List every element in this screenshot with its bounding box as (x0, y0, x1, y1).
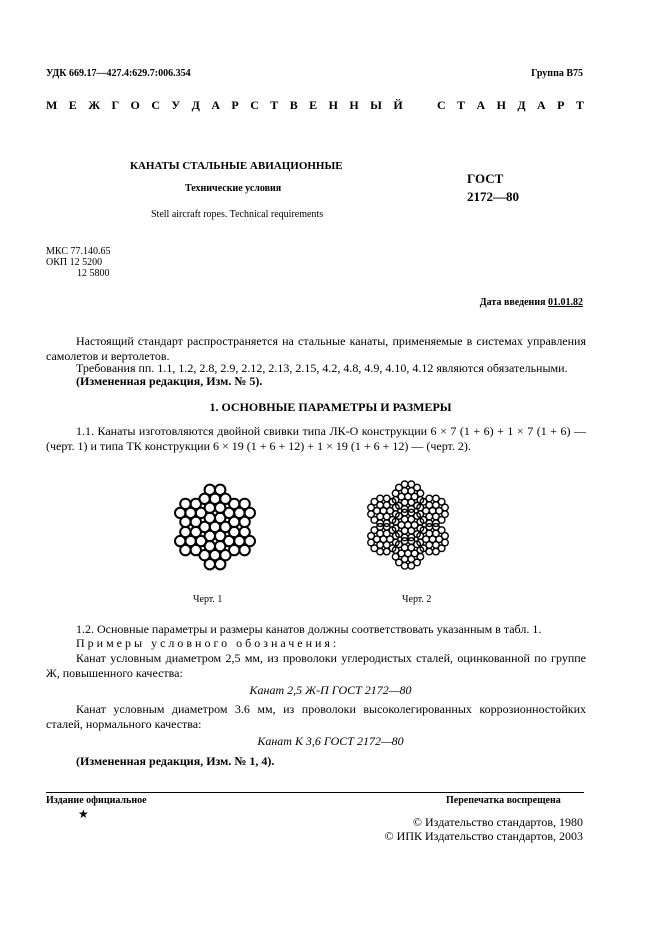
wire-circle (239, 545, 249, 555)
wire-circle (426, 495, 433, 502)
star-mark: ★ (78, 807, 89, 821)
interstate-standard-banner (46, 98, 584, 113)
paragraph-1-1: 1.1. Канаты изготовляются двойной свивки типа ЛК-О конструкции 6 × 7 (1 + 6) + 1 × 7 (1 + 6) — (черт. 1) и типа ТК конструкции 6 × 19 (1 + 6 + 12) + 1 × 19 (1 + 6 + 12) — (черт. 2). (46, 424, 586, 453)
wire-circle (417, 490, 424, 497)
wire-circle (377, 495, 384, 502)
banner-letter: Н (328, 98, 338, 112)
intro-date (480, 297, 583, 308)
banner-letter: О (130, 98, 140, 112)
example-1-designation: Канат 2,5 Ж-П ГОСТ 2172—80 (249, 683, 412, 697)
example-1-text: Канат условным диаметром 2,5 мм, из проволоки углеродистых сталей, оцинкованной по группе Ж, повышенного качества: (46, 651, 586, 680)
banner-letter: Т (575, 98, 584, 112)
intro-paragraph-2: Требования пп. 1.1, 1.2, 2.8, 2.9, 2.12, 2.13, 2.15, 4.2, 4.8, 4.9, 4.10, 4.12 являются обязательными. (76, 361, 568, 375)
wire-circle (401, 481, 408, 488)
intro-paragraph-1: Настоящий стандарт распространяется на стальные канаты, применяемые в системах управления самолетов и вертолетов. (46, 334, 586, 363)
banner-letter: С (151, 98, 160, 112)
wire-circle (368, 539, 375, 546)
wire-circle (191, 545, 201, 555)
banner-letter: Т (457, 98, 466, 112)
document-title: КАНАТЫ СТАЛЬНЫЕ АВИАЦИОННЫЕ (130, 160, 343, 172)
banner-letter: Р (557, 98, 565, 112)
wire-circle (392, 553, 399, 560)
figure-2-caption: Черт. 2 (402, 594, 432, 605)
banner-letter: Д (191, 98, 200, 112)
wire-circle (191, 527, 201, 537)
banner-letter: Н (496, 98, 506, 112)
wire-circle (239, 517, 249, 527)
example-2-designation: Канат К 3,6 ГОСТ 2172—80 (257, 734, 404, 748)
section-1-heading: 1. ОСНОВНЫЕ ПАРАМЕТРЫ И РАЗМЕРЫ (209, 400, 452, 414)
wire-circle (442, 533, 449, 540)
intro-amendment: (Измененная редакция, Изм. № 5). (76, 374, 263, 388)
group-code: Группа В75 (531, 68, 583, 79)
banner-letter: Т (270, 98, 279, 112)
banner-letter: С (436, 98, 446, 112)
udk-code: УДК 669.17—427.4:629.7:006.354 (46, 68, 191, 79)
wire-circle (239, 499, 249, 509)
official-edition-label: Издание официальное (46, 795, 147, 806)
banner-letter: А (476, 98, 486, 112)
banner-letter: А (537, 98, 546, 112)
banner-letter: М (46, 98, 58, 112)
paragraph-1-2: 1.2. Основные параметры и размеры канатов должны соответствовать указанным в табл. 1. (76, 622, 542, 636)
wire-circle (191, 517, 201, 527)
copyright-2003: © ИПК Издательство стандартов, 2003 (384, 829, 583, 843)
intro-date-label: Дата введения (479, 297, 546, 308)
wire-circle (205, 485, 215, 495)
wire-circle (442, 504, 449, 511)
banner-letter: Ж (88, 98, 101, 112)
figure-2-rope-cross-section (338, 460, 478, 590)
wire-circle (239, 527, 249, 537)
banner-letter: У (171, 98, 181, 112)
banner-letter: Е (68, 98, 77, 112)
banner-letter: С (250, 98, 259, 112)
banner-letter: В (289, 98, 298, 112)
copyright-1980: © Издательство стандартов, 1980 (412, 815, 583, 829)
wire-circle (433, 548, 440, 555)
okp-code: ОКП 12 5200 (46, 257, 103, 268)
wire-circle (180, 499, 190, 509)
banner-letter: Й (393, 98, 403, 112)
wire-circle (215, 485, 225, 495)
wire-circle (229, 499, 239, 509)
wire-circle (215, 541, 225, 551)
banner-letter: Д (517, 98, 526, 112)
reprint-prohibited-label: Перепечатка воспрещена (446, 795, 561, 806)
banner-letter: Е (309, 98, 318, 112)
wire-circle (229, 527, 239, 537)
banner-letter: Н (349, 98, 359, 112)
figure-1-rope-cross-section (150, 470, 280, 585)
wire-circle (408, 562, 415, 569)
banner-letter: Г (111, 98, 120, 112)
wire-circle (383, 548, 390, 555)
gost-number: 2172—80 (467, 189, 519, 204)
wire-circle (215, 559, 225, 569)
footer-divider (46, 792, 584, 793)
banner-letter: Ы (370, 98, 382, 112)
examples-label: Примеры условного обозначения: (76, 636, 340, 650)
okp-code-2: 12 5800 (77, 268, 110, 279)
wire-circle (368, 511, 375, 518)
intro-date-value: 01.01.82 (548, 297, 583, 308)
figure-1-caption: Черт. 1 (193, 594, 223, 605)
mks-code: МКС 77.140.65 (46, 246, 111, 257)
wire-circle (180, 527, 190, 537)
example-2-text: Канат условным диаметром 3.6 мм, из проволоки высоколегированных коррозионностойких сталей, нормального качества: (46, 702, 586, 731)
document-subtitle: Технические условия (185, 183, 282, 194)
section-1-amendment: (Измененная редакция, Изм. № 1, 4). (76, 754, 275, 768)
english-title: Stell aircraft ropes. Technical requirements (151, 209, 324, 220)
banner-letter: Р (231, 98, 239, 112)
banner-letter: А (211, 98, 220, 112)
gost-label: ГОСТ (467, 171, 504, 186)
